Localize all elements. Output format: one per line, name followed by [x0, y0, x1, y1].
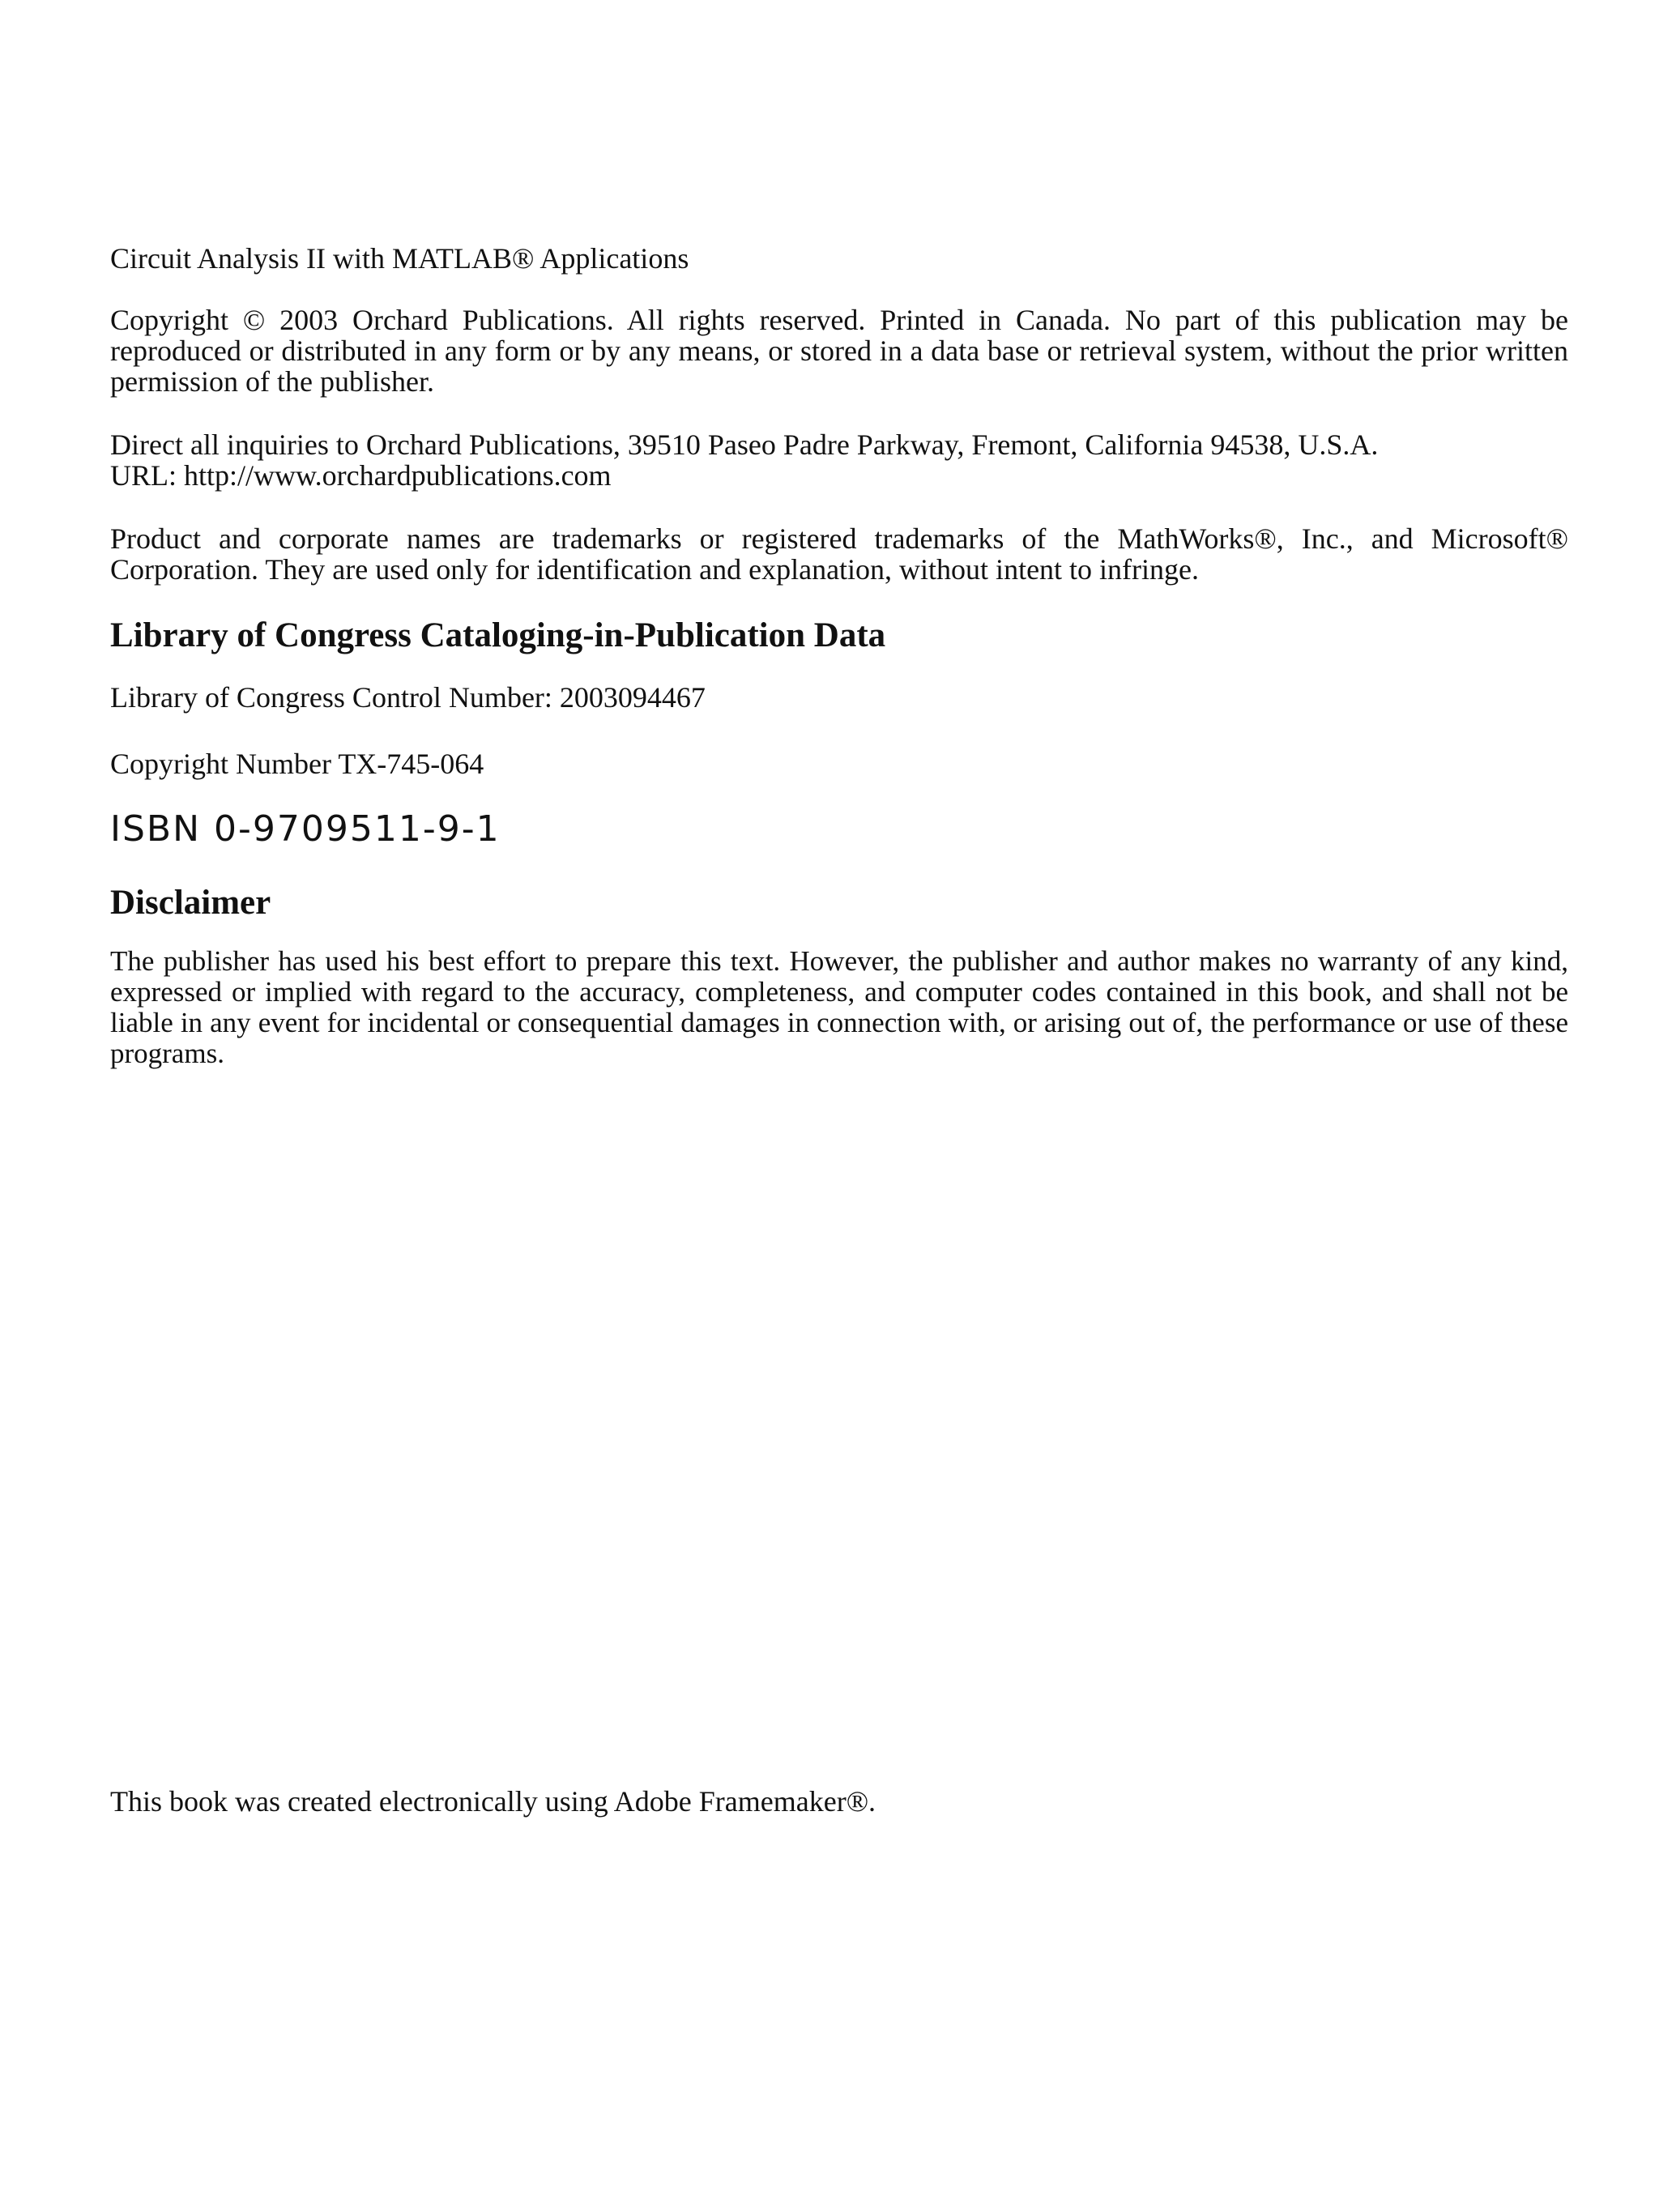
- loc-control-number: Library of Congress Control Number: 2003094467: [110, 681, 706, 714]
- loc-heading: Library of Congress Cataloging-in-Publication Data: [110, 616, 886, 654]
- url-line: URL: http://www.orchardpublications.com: [110, 459, 612, 492]
- copyright-number: Copyright Number TX-745-064: [110, 748, 484, 780]
- inquiries-block: [110, 429, 1568, 491]
- copyright-paragraph: Copyright © 2003 Orchard Publications. All rights reserved. Printed in Canada. No part of this publication may be reproduced or distributed in any form or by any means, or stored in a data base or retrieval system, without the prior written permission of the publisher.: [110, 304, 1568, 398]
- trademark-paragraph: Product and corporate names are trademarks or registered trademarks of the MathWorks®, Inc., and Microsoft® Corporation. They are used only for identification and explanation, without intent to infringe.: [110, 522, 1568, 586]
- isbn-line: ISBN 0-9709511-9-1: [110, 808, 501, 850]
- disclaimer-heading: Disclaimer: [110, 884, 271, 922]
- book-title-line: Circuit Analysis II with MATLAB® Applications: [110, 242, 689, 275]
- inquiries-line: Direct all inquiries to Orchard Publications, 39510 Paseo Padre Parkway, Fremont, California 94538, U.S.A.: [110, 428, 1379, 461]
- copyright-page: [110, 243, 1568, 1069]
- footer-note: This book was created electronically using Adobe Framemaker®.: [110, 1785, 876, 1818]
- disclaimer-text: The publisher has used his best effort to prepare this text. However, the publisher and author makes no warranty of any kind, expressed or implied with regard to the accuracy, completeness, and computer codes contained in this book, and shall not be liable in any event for incidental or consequential damages in connection with, or arising out of, the performance or use of these programs.: [110, 945, 1568, 1069]
